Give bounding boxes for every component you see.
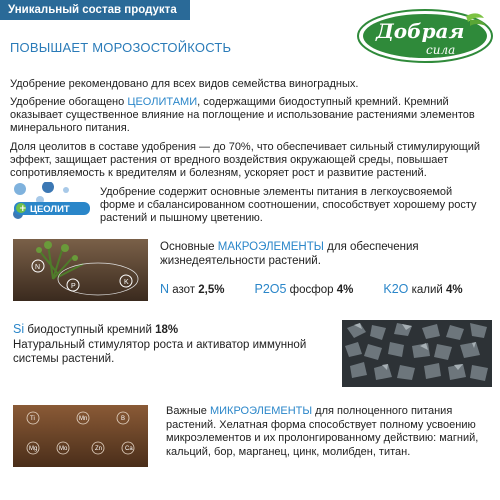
micro-label-mo: Mo	[59, 446, 68, 452]
svg-text:+: +	[19, 204, 27, 214]
ceolit-label: ЦЕОЛИТ	[30, 204, 70, 215]
micro-post: для полноценного питания растений. Хелатная форма способствует полному усвоению микроэлементов и их пролонгированному действию: магний, кальций, бор, марганец, цинк, молибден, титан.	[166, 405, 479, 458]
micro-label-ca: Ca	[125, 446, 133, 452]
nutrient-value: 2,5%	[198, 284, 225, 296]
paragraph-nutrition: Удобрение содержит основные элементы питания в легкоусвояемой форме и сбалансированном соотношении, способствует хорошему росту растений и пышному цветению.	[100, 186, 477, 224]
logo-word1: Добрая	[376, 19, 465, 43]
micro-label-mn: Mn	[79, 416, 88, 422]
soil-label-k: K	[124, 279, 129, 286]
nutrient-name: фосфор	[289, 284, 334, 296]
nutrient-potassium	[383, 282, 462, 296]
headline: ПОВЫШАЕТ МОРОЗОСТОЙКОСТЬ	[10, 40, 232, 55]
paragraph-zeolites	[10, 96, 490, 135]
nutrient-value: 4%	[446, 284, 463, 296]
nutrient-nitrogen	[160, 282, 224, 296]
nutrient-name: азот	[172, 284, 196, 296]
nutrient-symbol: P2O5	[254, 282, 287, 296]
micro-pre: Важные	[166, 405, 210, 417]
silicon-name: биодоступный кремний	[27, 324, 152, 336]
micro-label-zn: Zn	[95, 446, 103, 452]
soil-microelements-image	[13, 405, 148, 467]
micro-label-mg: Mg	[29, 446, 38, 452]
micro-label-b: B	[121, 416, 126, 422]
macro-highlight: МАКРОЭЛЕМЕНТЫ	[217, 241, 324, 253]
soil-label-p: P	[71, 283, 76, 290]
macro-post: для обеспечения жизнедеятельности растений.	[160, 241, 419, 267]
para2-pre: Удобрение обогащено	[10, 96, 128, 108]
paragraph-recommendation: Удобрение рекомендовано для всех видов семейства виноградных.	[10, 78, 359, 90]
silicon-symbol: Si	[13, 322, 25, 336]
soil-plant-image	[13, 239, 148, 301]
brand-logo	[356, 8, 494, 64]
para2-highlight: ЦЕОЛИТАМИ	[127, 96, 198, 108]
zeolite-granules-image	[342, 320, 492, 387]
micro-label-ti: Ti	[30, 416, 35, 422]
macro-nutrients	[160, 282, 490, 296]
macro-pre: Основные	[160, 241, 218, 253]
nutrient-phosphorus	[254, 282, 353, 296]
nutrient-symbol: N	[160, 282, 170, 296]
nutrient-symbol: K2O	[383, 282, 409, 296]
logo-word2: сила	[426, 43, 456, 57]
ceolit-molecule-icon	[8, 182, 98, 222]
paragraph-zeolite-share: Доля цеолитов в составе удобрения — до 70%, что обеспечивает сильный стимулирующий эффект, защищает растения от вредного воздействия окружающей среды, повышает сопротивляемость к вредителям и болезням, ускоряет рост и развитие растений.	[10, 141, 481, 179]
para2-post: , содержащими биодоступный кремний. Кремний оказывает существенное влияние на поглощение и использование растениями элементов минерального питания.	[10, 96, 475, 134]
nutrient-value: 4%	[336, 284, 354, 296]
soil-label-n: N	[35, 264, 41, 271]
silicon-value: 18%	[155, 324, 179, 336]
section-badge: Уникальный состав продукта	[0, 0, 190, 20]
nutrient-name: калий	[411, 284, 443, 296]
silicon-description: Натуральный стимулятор роста и активатор иммунной системы растений.	[13, 339, 307, 365]
macro-heading	[160, 240, 480, 268]
silicon-heading	[13, 322, 178, 336]
micro-highlight: МИКРОЭЛЕМЕНТЫ	[209, 405, 313, 417]
micro-paragraph	[166, 405, 491, 459]
